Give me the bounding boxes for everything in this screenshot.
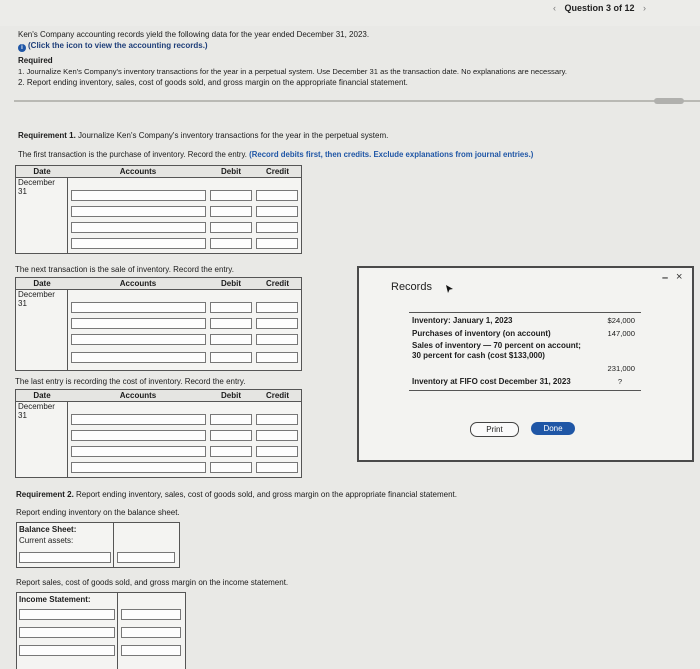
requirement-1-heading-bold: Requirement 1. [18,131,76,140]
credit-input-1[interactable] [256,190,298,201]
date-day: 31 [18,299,27,308]
requirement-2-text: 2. Report ending inventory, sales, cost of goods sold, and gross margin on the appropriate financial statement. [18,78,408,87]
column-divider [113,523,114,567]
income-account-input-1[interactable] [19,609,115,620]
header-debit: Debit [221,391,241,400]
account-input-3[interactable] [71,334,206,345]
section-divider [14,100,700,102]
header-credit: Credit [265,391,290,400]
credit-input-4[interactable] [256,352,298,363]
credit-input-3[interactable] [256,334,298,345]
account-input-2[interactable] [71,206,206,217]
balance-sheet-table [16,522,180,568]
table-header [16,278,301,290]
income-statement-label: Income Statement: [19,595,91,604]
debit-input-4[interactable] [210,352,252,363]
date-cell [16,402,68,477]
debit-input-3[interactable] [210,222,252,233]
header-credit: Credit [265,279,290,288]
mouse-cursor-icon [445,284,454,294]
header-accounts: Accounts [119,167,157,176]
instruction-1 [18,149,533,160]
records-title: Records [391,281,432,293]
income-amount-input-2[interactable] [121,627,181,638]
account-input-3[interactable] [71,222,206,233]
journal-table-purchase [15,165,302,254]
debit-input-4[interactable] [210,462,252,473]
debit-input-4[interactable] [210,238,252,249]
account-input-1[interactable] [71,302,206,313]
records-row-4-value: ? [617,377,623,386]
done-button[interactable]: Done [531,422,575,435]
table-header [16,166,301,178]
requirement-1-heading [18,130,388,141]
income-statement-table [16,592,186,669]
credit-input-1[interactable] [256,302,298,313]
account-input-3[interactable] [71,446,206,457]
account-input-2[interactable] [71,318,206,329]
header-date: Date [33,167,51,176]
records-table [409,312,641,391]
credit-input-4[interactable] [256,238,298,249]
records-row-3-label: Sales of inventory — 70 percent on account; 30 percent for cash (cost $133,000) [412,341,581,360]
debit-input-3[interactable] [210,334,252,345]
income-statement-instruction: Report sales, cost of goods sold, and gross margin on the income statement. [16,578,289,587]
header-date: Date [33,279,51,288]
credit-input-1[interactable] [256,414,298,425]
minimize-button[interactable]: – [662,272,669,284]
info-icon[interactable]: i [18,44,26,52]
instruction-2: The next transaction is the sale of inventory. Record the entry. [15,265,234,274]
prev-question-button[interactable]: ‹ [552,3,556,13]
date-cell [16,178,68,253]
records-row-2-label: Purchases of inventory (on account) [412,329,551,338]
records-row-4-label: Inventory at FIFO cost December 31, 2023 [412,377,571,386]
date-day: 31 [18,187,27,196]
instruction-3: The last entry is recording the cost of inventory. Record the entry. [15,377,246,386]
header-accounts: Accounts [119,391,157,400]
header-debit: Debit [221,279,241,288]
divider-handle[interactable] [654,98,684,104]
credit-input-2[interactable] [256,318,298,329]
income-amount-input-1[interactable] [121,609,181,620]
column-divider [117,593,118,669]
debit-input-2[interactable] [210,430,252,441]
date-month: December [18,178,55,187]
requirement-2-heading-bold: Requirement 2. [16,490,74,499]
balance-amount-input[interactable] [117,552,175,563]
requirement-1-text: 1. Journalize Ken's Company's inventory transactions for the year in a perpetual system. Use December 31 as the transaction date. No explanations are necessary. [18,67,567,76]
credit-input-4[interactable] [256,462,298,473]
debit-input-1[interactable] [210,302,252,313]
records-row-1-label: Inventory: January 1, 2023 [412,316,513,325]
income-amount-input-3[interactable] [121,645,181,656]
date-day: 31 [18,411,27,420]
records-row-2-value: 147,000 [607,329,635,338]
requirement-2-heading-rest: Report ending inventory, sales, cost of goods sold, and gross margin on the appropriate financial statement. [73,490,457,499]
current-assets-label: Current assets: [19,536,74,545]
credit-input-3[interactable] [256,446,298,457]
date-month: December [18,402,55,411]
account-input-2[interactable] [71,430,206,441]
account-input-1[interactable] [71,414,206,425]
balance-sheet-instruction: Report ending inventory on the balance sheet. [16,508,180,517]
instruction-1-colored: (Record debits first, then credits. Exclude explanations from journal entries.) [249,150,534,159]
records-row-3-value: 231,000 [607,364,635,373]
date-month: December [18,290,55,299]
balance-sheet-label: Balance Sheet: [19,525,77,534]
header-credit: Credit [265,167,290,176]
records-table-top-border [409,312,641,313]
records-link[interactable] [18,40,208,52]
question-navigator [547,3,652,13]
table-header [16,390,301,402]
balance-account-input[interactable] [19,552,111,563]
account-input-1[interactable] [71,190,206,201]
required-label: Required [18,56,53,65]
header-debit: Debit [221,167,241,176]
date-cell [16,290,68,370]
intro-text: Ken's Company accounting records yield the following data for the year ended December 31, 2023. [18,30,370,39]
debit-input-1[interactable] [210,414,252,425]
account-input-4[interactable] [71,462,206,473]
print-button[interactable]: Print [470,422,519,437]
income-account-input-3[interactable] [19,645,115,656]
journal-table-cost [15,389,302,478]
header-accounts: Accounts [119,279,157,288]
instruction-1-plain: The first transaction is the purchase of inventory. Record the entry. [18,150,250,159]
debit-input-2[interactable] [210,318,252,329]
account-input-4[interactable] [71,238,206,249]
journal-table-sale [15,277,302,371]
requirement-1-heading-rest: Journalize Ken's Company's inventory transactions for the year in the perpetual system. [75,131,389,140]
requirement-2-heading [16,489,457,500]
records-modal [357,266,694,462]
close-button[interactable]: × [676,271,683,283]
header-date: Date [33,391,51,400]
debit-input-2[interactable] [210,206,252,217]
debit-input-1[interactable] [210,190,252,201]
question-counter: Question 3 of 12 [564,3,635,13]
next-question-button[interactable]: › [643,3,646,13]
credit-input-3[interactable] [256,222,298,233]
income-account-input-2[interactable] [19,627,115,638]
records-link-text[interactable]: (Click the icon to view the accounting records.) [28,41,208,50]
credit-input-2[interactable] [256,206,298,217]
debit-input-3[interactable] [210,446,252,457]
records-row-1-value: $24,000 [607,316,635,325]
account-input-4[interactable] [71,352,206,363]
credit-input-2[interactable] [256,430,298,441]
